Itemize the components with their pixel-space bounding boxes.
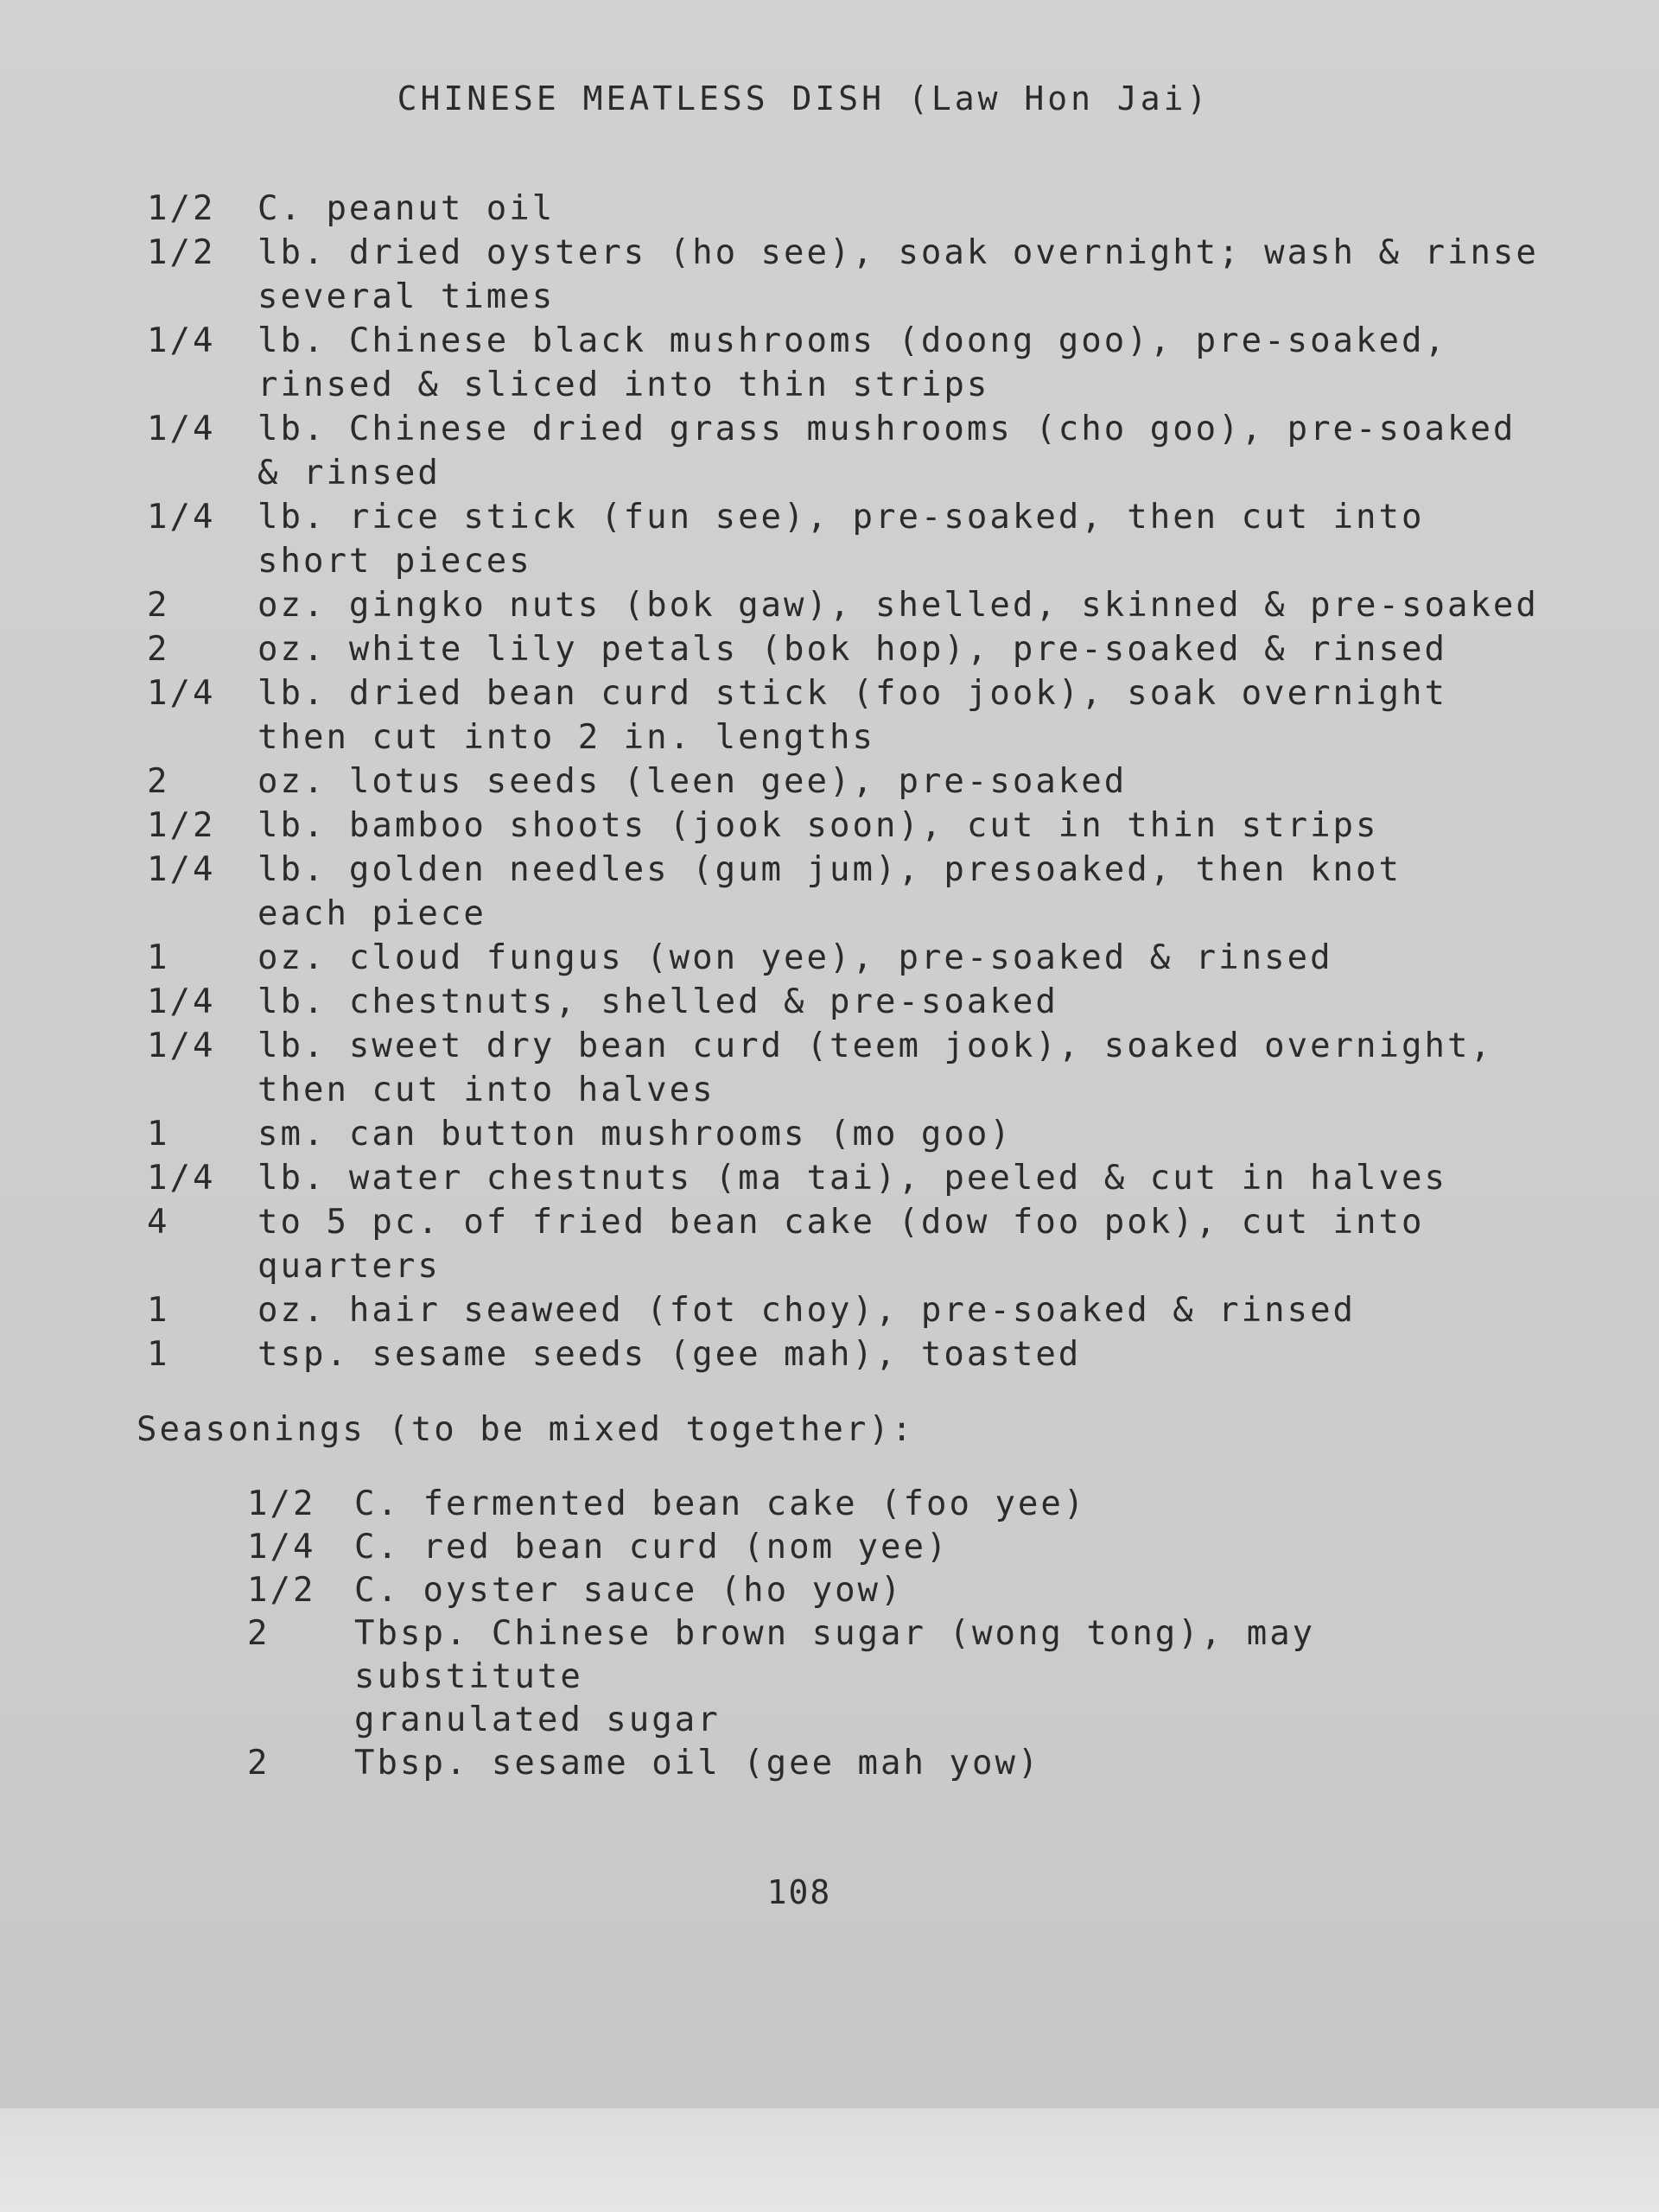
ingredient-quantity: 1 — [147, 1115, 170, 1154]
seasoning-quantity: 1/2 — [247, 1484, 316, 1523]
ingredient-description: oz. cloud fungus (won yee), pre-soaked & rinsed — [257, 938, 1333, 977]
ingredient-item — [147, 407, 1547, 495]
ingredient-quantity: 1/4 — [147, 674, 216, 713]
seasoning-description: Tbsp. sesame oil (gee mah yow) — [354, 1744, 1041, 1783]
ingredient-description: lb. bamboo shoots (jook soon), cut in thin strips — [257, 806, 1379, 845]
ingredient-description: lb. Chinese black mushrooms (doong goo), pre-soaked, rinsed & sliced into thin strips — [257, 321, 1447, 404]
seasoning-item — [247, 1569, 1560, 1612]
ingredient-quantity: 1 — [147, 1291, 170, 1330]
ingredient-description: lb. chestnuts, shelled & pre-soaked — [257, 982, 1058, 1021]
ingredient-quantity: 1 — [147, 938, 170, 977]
seasoning-quantity: 1/2 — [247, 1571, 316, 1610]
ingredient-item — [147, 1200, 1547, 1288]
ingredient-description: lb. sweet dry bean curd (teem jook), soaked overnight, then cut into halves — [257, 1027, 1493, 1109]
seasoning-description: C. oyster sauce (ho yow) — [354, 1571, 904, 1610]
seasonings-heading: Seasonings (to be mixed together): — [137, 1410, 915, 1449]
seasoning-item — [247, 1612, 1560, 1742]
seasoning-quantity: 2 — [247, 1744, 270, 1783]
ingredient-description: C. peanut oil — [257, 189, 556, 228]
ingredient-quantity: 4 — [147, 1203, 170, 1242]
recipe-title: CHINESE MEATLESS DISH (Law Hon Jai) — [397, 79, 1211, 118]
background-surface — [0, 2108, 1659, 2212]
ingredient-item — [147, 1288, 1547, 1332]
ingredient-description: lb. Chinese dried grass mushrooms (cho goo), pre-soaked & rinsed — [257, 410, 1516, 493]
ingredient-item — [147, 1112, 1547, 1156]
ingredient-item — [147, 1024, 1547, 1112]
seasoning-description: Tbsp. Chinese brown sugar (wong tong), may substitute granulated sugar — [354, 1614, 1316, 1739]
ingredient-quantity: 1/4 — [147, 1159, 216, 1198]
seasoning-quantity: 1/4 — [247, 1528, 316, 1567]
ingredient-description: lb. golden needles (gum jum), presoaked, then knot each piece — [257, 850, 1402, 933]
ingredient-quantity: 1 — [147, 1335, 170, 1374]
ingredient-quantity: 1/4 — [147, 321, 216, 360]
ingredient-item — [147, 1332, 1547, 1376]
ingredient-item — [147, 1156, 1547, 1200]
ingredient-quantity: 2 — [147, 630, 170, 669]
ingredient-description: lb. dried bean curd stick (foo jook), soak overnight then cut into 2 in. lengths — [257, 674, 1447, 757]
ingredient-item — [147, 319, 1547, 407]
ingredient-item — [147, 760, 1547, 804]
ingredient-description: lb. rice stick (fun see), pre-soaked, then cut into short pieces — [257, 498, 1425, 581]
ingredient-list — [147, 187, 1547, 1376]
ingredient-quantity: 1/4 — [147, 498, 216, 537]
seasoning-item — [247, 1526, 1560, 1569]
seasoning-item — [247, 1742, 1560, 1785]
ingredient-item — [147, 936, 1547, 980]
ingredient-item — [147, 848, 1547, 936]
ingredient-description: oz. hair seaweed (fot choy), pre-soaked & rinsed — [257, 1291, 1357, 1330]
ingredient-description: lb. dried oysters (ho see), soak overnight; wash & rinse several times — [257, 233, 1539, 316]
ingredient-quantity: 1/2 — [147, 806, 216, 845]
seasoning-description: C. fermented bean cake (foo yee) — [354, 1484, 1087, 1523]
ingredient-description: to 5 pc. of fried bean cake (dow foo pok), cut into quarters — [257, 1203, 1425, 1286]
ingredient-item — [147, 495, 1547, 583]
ingredient-description: lb. water chestnuts (ma tai), peeled & cut in halves — [257, 1159, 1447, 1198]
ingredient-item — [147, 671, 1547, 760]
ingredient-quantity: 1/2 — [147, 233, 216, 272]
ingredient-description: sm. can button mushrooms (mo goo) — [257, 1115, 1013, 1154]
ingredient-item — [147, 187, 1547, 231]
ingredient-quantity: 2 — [147, 762, 170, 801]
ingredient-description: oz. lotus seeds (leen gee), pre-soaked — [257, 762, 1128, 801]
ingredient-item — [147, 231, 1547, 319]
seasoning-description: C. red bean curd (nom yee) — [354, 1528, 950, 1567]
ingredient-item — [147, 980, 1547, 1024]
seasoning-list — [247, 1483, 1560, 1785]
ingredient-item — [147, 804, 1547, 848]
ingredient-description: oz. white lily petals (bok hop), pre-soaked & rinsed — [257, 630, 1447, 669]
seasoning-quantity: 2 — [247, 1614, 270, 1653]
ingredient-quantity: 1/4 — [147, 1027, 216, 1065]
ingredient-quantity: 1/4 — [147, 410, 216, 448]
ingredient-description: tsp. sesame seeds (gee mah), toasted — [257, 1335, 1082, 1374]
ingredient-quantity: 2 — [147, 586, 170, 625]
seasoning-item — [247, 1483, 1560, 1526]
ingredient-quantity: 1/4 — [147, 850, 216, 889]
ingredient-description: oz. gingko nuts (bok gaw), shelled, skinned & pre-soaked — [257, 586, 1539, 625]
ingredient-item — [147, 583, 1547, 627]
ingredient-quantity: 1/4 — [147, 982, 216, 1021]
page-number: 108 — [766, 1873, 832, 1911]
ingredient-item — [147, 627, 1547, 671]
ingredient-quantity: 1/2 — [147, 189, 216, 228]
